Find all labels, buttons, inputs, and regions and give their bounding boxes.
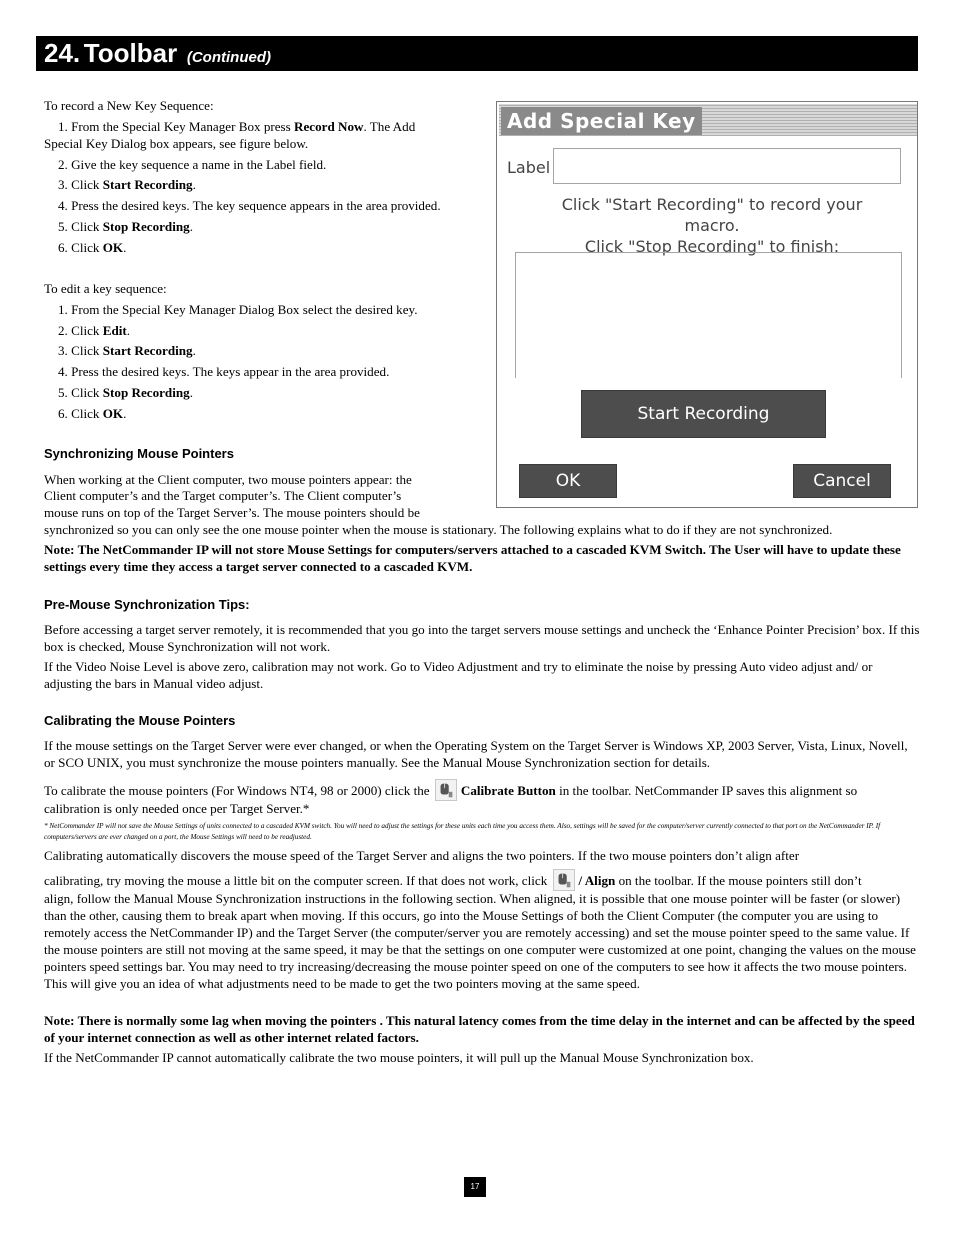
edit-intro: To edit a key sequence:: [44, 281, 167, 296]
calib-para-1: If the mouse settings on the Target Server were ever changed, or when the Operating System on the Target Server is Windows XP, 2003 Server, Vista, Linux, Novell, or SCO UNIX, you must synchronize the mouse pointers manually. See the Manual Mouse Synchronization section for details.: [44, 738, 908, 770]
start-recording-button[interactable]: Start Recording: [581, 390, 826, 438]
cancel-button[interactable]: Cancel: [793, 464, 891, 498]
edit-step-4: 4. Press the desired keys. The keys appear in the area provided.: [58, 364, 390, 379]
section-continued: (Continued): [186, 49, 271, 66]
pre-para-2: If the Video Noise Level is above zero, calibration may not work. Go to Video Adjustment and try to eliminate the noise by pressing Auto video adjust and/ or adjusting the bars in Manual video adjust.: [44, 659, 873, 691]
edit-step-3: 3. Click Start Recording.: [58, 343, 196, 358]
section-header: [36, 36, 918, 71]
section-title: Toolbar: [83, 38, 178, 68]
sync-note: Note: The NetCommander IP will not store Mouse Settings for computers/servers attached to a cascaded KVM Switch. The User will have to update these settings every time they access a target server connected to a cascaded KVM.: [44, 542, 901, 574]
calib-heading: Calibrating the Mouse Pointers: [44, 713, 236, 728]
calib-para-3: Calibrating automatically discovers the mouse speed of the Target Server and aligns the two pointers. If the two mouse pointers don’t align after: [44, 848, 800, 863]
record-step-1-cont: Special Key Dialog box appears, see figure below.: [44, 136, 309, 151]
add-special-key-dialog: [496, 101, 918, 508]
calib-para-2-line-1: To calibrate the mouse pointers (For Windows NT4, 98 or 2000) click the Calibrate Button in the toolbar. NetCommander IP saves this alignment so: [44, 779, 857, 803]
sync-line-3: mouse runs on top of the Target Server’s. The mouse pointers should be: [44, 505, 420, 520]
calibrate-mouse-icon: [553, 869, 575, 891]
sync-line-4: synchronized so you can only see the one mouse pointer when the mouse is stationary. The following explains what to do if they are not synchronized.: [44, 522, 833, 537]
section-number: 24.: [44, 38, 81, 68]
calib-footnote: * NetCommander IP will not save the Mouse Settings of units connected to a cascaded KVM switch. You will need to adjust the settings for these units each time you access them. Also, settings will be saved for the computer/server currently connected to that port on the NetCommander IP. If computers/servers are ever changed on a port, the Mouse Settings will need to be readjusted.: [44, 822, 881, 841]
sync-heading: Synchronizing Mouse Pointers: [44, 446, 234, 461]
ok-button[interactable]: OK: [519, 464, 617, 498]
calib-para-4-line-1: calibrating, try moving the mouse a little bit on the computer screen. If that does not work, click / Align on the toolbar. If the mouse pointers still don’t: [44, 869, 862, 893]
edit-step-2: 2. Click Edit.: [58, 323, 131, 338]
calibrate-mouse-icon: [435, 779, 457, 801]
dialog-label-text: Label: [507, 158, 551, 177]
record-step-2: 2. Give the key sequence a name in the Label field.: [58, 157, 327, 172]
label-input[interactable]: [553, 148, 901, 184]
calib-para-2-line-2: calibration is only needed once per Target Server.*: [44, 801, 310, 816]
edit-step-1: 1. From the Special Key Manager Dialog Box select the desired key.: [58, 302, 418, 317]
key-sequence-area[interactable]: [515, 252, 902, 378]
record-step-5: 5. Click Stop Recording.: [58, 219, 193, 234]
pre-para-1: Before accessing a target server remotely, it is recommended that you go into the target servers mouse settings and uncheck the ‘Enhance Pointer Precision’ box. If this box is checked, Mouse Synchronization will not work.: [44, 622, 920, 654]
sync-line-2: Client computer’s and the Target computer’s. The Client computer’s: [44, 488, 402, 503]
sync-line-1: When working at the Client computer, two mouse pointers appear: the: [44, 472, 412, 487]
page-number: 17: [464, 1177, 486, 1197]
edit-step-6: 6. Click OK.: [58, 406, 127, 421]
record-step-6: 6. Click OK.: [58, 240, 127, 255]
record-intro: To record a New Key Sequence:: [44, 98, 214, 113]
dialog-instructions: Click "Start Recording" to record your macro. Click "Stop Recording" to finish:: [561, 195, 863, 256]
record-step-3: 3. Click Start Recording.: [58, 177, 196, 192]
record-step-4: 4. Press the desired keys. The key sequence appears in the area provided.: [58, 198, 441, 213]
calib-para-5: If the NetCommander IP cannot automatically calibrate the two mouse pointers, it will pull up the Manual Mouse Synchronization box.: [44, 1050, 754, 1065]
calib-note: Note: There is normally some lag when moving the pointers . This natural latency comes from the time delay in the internet and can be affected by the speed of your internet connection as well as other internet related factors.: [44, 1013, 915, 1045]
pre-heading: Pre-Mouse Synchronization Tips:: [44, 597, 250, 612]
edit-step-5: 5. Click Stop Recording.: [58, 385, 193, 400]
dialog-title: Add Special Key: [501, 107, 702, 135]
record-step-1: 1. From the Special Key Manager Box press Record Now. The Add: [58, 119, 416, 134]
calib-para-4-rest: align, follow the Manual Mouse Synchronization instructions in the following section. When aligned, it is possible that one mouse pointer will be faster (or slower) than the other, causing them to break apart when moving. If this occurs, go into the Mouse Settings of both the Client Computer (the computer you are using to remotely access the NetCommander IP) and the Target Server (the computer/server you are remotely accessing) and set the mouse pointer speed to the same value. If the mouse pointers are still not moving at the same speed, it may be that the settings on one computer were customized at one point, changing the values on the mouse pointers speed settings bar. You may need to try increasing/decreasing the mouse pointer speed on one of the computers to see how it affects the two mouse pointers. This will give you an idea of what adjustments need to be made to get the two pointers moving at the same speed.: [44, 891, 916, 991]
dialog-titlebar: [499, 104, 917, 136]
